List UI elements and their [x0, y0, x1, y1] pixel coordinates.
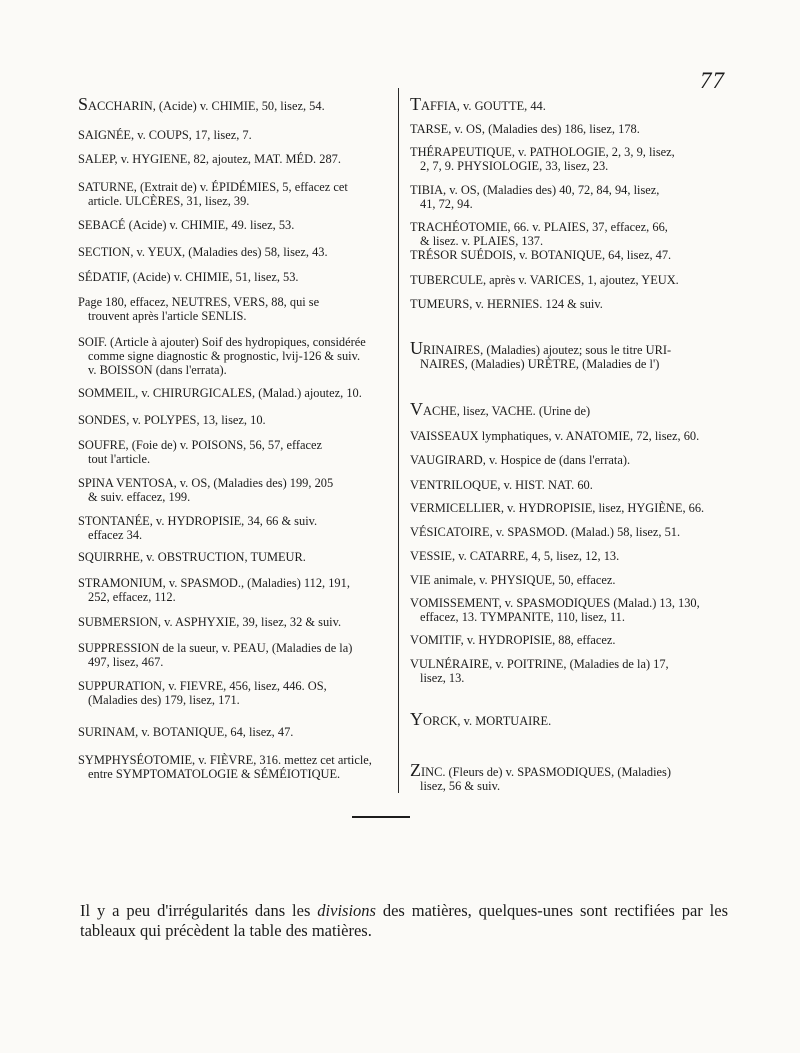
index-entry	[410, 94, 732, 114]
emphasis: divisions	[317, 900, 376, 920]
initial-capital: T	[410, 94, 421, 114]
index-entry	[410, 596, 732, 624]
entry-line: VAISSEAUX lymphatiques, v. ANATOMIE, 72, lisez, 60.	[410, 429, 700, 443]
index-entry	[78, 679, 392, 707]
index-entry	[410, 633, 732, 647]
entry-line: SACCHARIN, (Acide) v. CHIMIE, 50, lisez, 54.	[78, 94, 325, 114]
entry-line: article. ULCÈRES, 31, lisez, 39.	[88, 194, 250, 208]
initial-capital: U	[410, 338, 423, 358]
initial-capital: Z	[410, 760, 421, 780]
entry-line: TIBIA, v. OS, (Maladies des) 40, 72, 84, 94, lisez,	[410, 183, 660, 197]
initial-capital: Y	[410, 709, 423, 729]
column-divider	[398, 88, 399, 793]
entry-line: YORCK, v. MORTUAIRE.	[410, 709, 552, 729]
index-entry	[78, 128, 392, 142]
index-entry	[410, 525, 732, 539]
entry-line: (Maladies des) 179, lisez, 171.	[88, 693, 240, 707]
section-rule	[352, 816, 410, 818]
entry-line: SPINA VENTOSA, v. OS, (Maladies des) 199, 205	[78, 476, 334, 490]
entry-line: lisez, 13.	[420, 671, 465, 685]
entry-line: SECTION, v. YEUX, (Maladies des) 58, lisez, 43.	[78, 245, 328, 259]
entry-line: URINAIRES, (Maladies) ajoutez; sous le titre URI-	[410, 338, 672, 358]
index-entry	[410, 657, 732, 685]
index-entry	[78, 753, 392, 781]
index-entry	[410, 297, 732, 311]
entry-line: TUMEURS, v. HERNIES. 124 & suiv.	[410, 297, 603, 311]
index-entry	[78, 245, 392, 259]
entry-line: TRACHÉOTOMIE, 66. v. PLAIES, 37, effacez, 66,	[410, 220, 668, 234]
index-entry	[410, 429, 732, 443]
index-entry	[410, 399, 732, 419]
index-entry	[78, 725, 392, 739]
entry-line: STONTANÉE, v. HYDROPISIE, 34, 66 & suiv.	[78, 514, 318, 528]
entry-line: SAIGNÉE, v. COUPS, 17, lisez, 7.	[78, 128, 252, 142]
entry-line: SUPPRESSION de la sueur, v. PEAU, (Maladies de la)	[78, 641, 353, 655]
index-entry	[410, 122, 732, 136]
entry-line: comme signe diagnostic & prognostic, lvij-126 & suiv.	[88, 349, 361, 363]
entry-line: SÉDATIF, (Acide) v. CHIMIE, 51, lisez, 53.	[78, 270, 299, 284]
index-entry	[78, 295, 392, 323]
entry-line: 252, effacez, 112.	[88, 590, 176, 604]
initial-capital: S	[78, 94, 89, 114]
index-entry	[78, 386, 392, 400]
entry-line: 41, 72, 94.	[420, 197, 473, 211]
entry-line: VENTRILOQUE, v. HIST. NAT. 60.	[410, 478, 593, 492]
entry-line: VERMICELLIER, v. HYDROPISIE, lisez, HYGIÈNE, 66.	[410, 501, 705, 515]
entry-line: VACHE, lisez, VACHE. (Urine de)	[410, 399, 591, 419]
index-entry	[410, 183, 732, 211]
entry-line: & lisez. v. PLAIES, 137.	[420, 234, 544, 248]
entry-line: TAFFIA, v. GOUTTE, 44.	[410, 94, 546, 114]
entry-line: VOMITIF, v. HYDROPISIE, 88, effacez.	[410, 633, 616, 647]
index-entry	[410, 501, 732, 515]
entry-line: entre SYMPTOMATOLOGIE & SÉMÉIOTIQUE.	[88, 767, 341, 781]
entry-line: VAUGIRARD, v. Hospice de (dans l'errata).	[410, 453, 631, 467]
entry-line: SUPPURATION, v. FIEVRE, 456, lisez, 446. OS,	[78, 679, 327, 693]
entry-line: VIE animale, v. PHYSIQUE, 50, effacez.	[410, 573, 616, 587]
entry-line: v. BOISSON (dans l'errata).	[88, 363, 227, 377]
entry-line: SUBMERSION, v. ASPHYXIE, 39, lisez, 32 & suiv.	[78, 615, 342, 629]
entry-line: effacez, 13. TYMPANITE, 110, lisez, 11.	[420, 610, 625, 624]
entry-line: SALEP, v. HYGIENE, 82, ajoutez, MAT. MÉD. 287.	[78, 152, 341, 166]
index-entry	[78, 218, 392, 232]
index-entry	[410, 709, 732, 729]
index-entry	[78, 180, 392, 208]
entry-line: effacez 34.	[88, 528, 143, 542]
index-entry	[410, 478, 732, 492]
entry-line: ZINC. (Fleurs de) v. SPASMODIQUES, (Maladies)	[410, 760, 671, 780]
index-entry	[410, 453, 732, 467]
entry-line: VOMISSEMENT, v. SPASMODIQUES (Malad.) 13, 130,	[410, 596, 700, 610]
footnote: Il y a peu d'irrégularités dans les divisions des matières, quelques-unes sont rectifiées par les tableaux qui précèdent la table des matières.	[80, 900, 728, 940]
index-entry	[78, 641, 392, 669]
entry-line: SOIF. (Article à ajouter) Soif des hydropiques, considérée	[78, 335, 366, 349]
index-entry	[78, 476, 392, 504]
index-entry	[410, 220, 732, 248]
entry-line: TARSE, v. OS, (Maladies des) 186, lisez, 178.	[410, 122, 640, 136]
index-entry	[78, 94, 392, 114]
index-entry	[78, 335, 392, 377]
entry-line: SOMMEIL, v. CHIRURGICALES, (Malad.) ajoutez, 10.	[78, 386, 362, 400]
entry-line: NAIRES, (Maladies) URÈTRE, (Maladies de l')	[420, 357, 660, 371]
entry-line: VESSIE, v. CATARRE, 4, 5, lisez, 12, 13.	[410, 549, 620, 563]
entry-line: 2, 7, 9. PHYSIOLOGIE, 33, lisez, 23.	[420, 159, 609, 173]
entry-line: 497, lisez, 467.	[88, 655, 164, 669]
index-entry	[78, 550, 392, 564]
entry-line: SQUIRRHE, v. OBSTRUCTION, TUMEUR.	[78, 550, 306, 564]
index-entry	[78, 152, 392, 166]
index-entry	[410, 145, 732, 173]
entry-line: STRAMONIUM, v. SPASMOD., (Maladies) 112, 191,	[78, 576, 350, 590]
entry-line: SOUFRE, (Foie de) v. POISONS, 56, 57, effacez	[78, 438, 323, 452]
entry-line: SATURNE, (Extrait de) v. ÉPIDÉMIES, 5, effacez cet	[78, 180, 348, 194]
entry-line: THÉRAPEUTIQUE, v. PATHOLOGIE, 2, 3, 9, lisez,	[410, 145, 675, 159]
entry-line: SONDES, v. POLYPES, 13, lisez, 10.	[78, 413, 266, 427]
entry-line: SURINAM, v. BOTANIQUE, 64, lisez, 47.	[78, 725, 294, 739]
entry-line: VÉSICATOIRE, v. SPASMOD. (Malad.) 58, lisez, 51.	[410, 525, 681, 539]
entry-line: SEBACÉ (Acide) v. CHIMIE, 49. lisez, 53.	[78, 218, 295, 232]
entry-line: trouvent après l'article SENLIS.	[88, 309, 247, 323]
index-entry	[78, 413, 392, 427]
index-entry	[78, 514, 392, 542]
index-entry	[410, 549, 732, 563]
entry-line: lisez, 56 & suiv.	[420, 779, 501, 793]
index-entry	[410, 248, 732, 262]
entry-line: SYMPHYSÉOTOMIE, v. FIÈVRE, 316. mettez cet article,	[78, 753, 372, 767]
entry-line: tout l'article.	[88, 452, 151, 466]
initial-capital: V	[410, 399, 423, 419]
index-entry	[78, 270, 392, 284]
index-entry	[410, 760, 732, 793]
page-number: 77	[700, 68, 725, 93]
index-entry	[78, 615, 392, 629]
entry-line: TRÉSOR SUÉDOIS, v. BOTANIQUE, 64, lisez, 47.	[410, 248, 672, 262]
index-entry	[410, 573, 732, 587]
index-entry	[78, 576, 392, 604]
index-entry	[410, 338, 732, 371]
index-entry	[410, 273, 732, 287]
entry-line: & suiv. effacez, 199.	[88, 490, 191, 504]
index-entry	[78, 438, 392, 466]
entry-line: Page 180, effacez, NEUTRES, VERS, 88, qui se	[78, 295, 320, 309]
entry-line: VULNÉRAIRE, v. POITRINE, (Maladies de la) 17,	[410, 657, 669, 671]
entry-line: TUBERCULE, après v. VARICES, 1, ajoutez, YEUX.	[410, 273, 679, 287]
